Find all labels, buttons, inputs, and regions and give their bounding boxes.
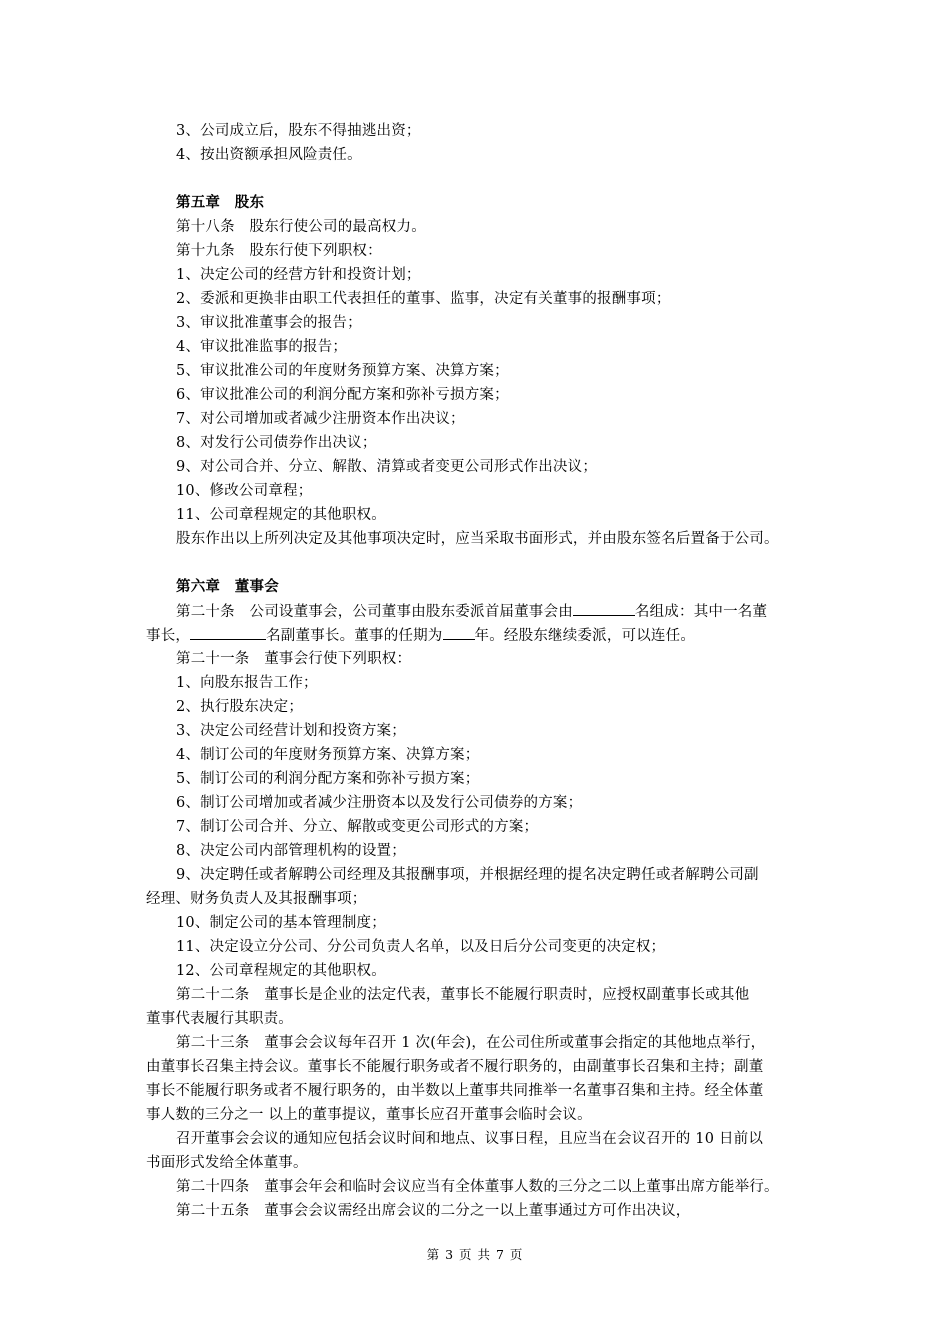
chapter-heading-5: 第五章 股东 xyxy=(176,194,265,211)
list-item: 9、对公司合并、分立、解散、清算或者变更公司形式作出决议； xyxy=(176,459,598,475)
article-21: 第二十一条 董事会行使下列职权： xyxy=(176,651,412,667)
fill-in-blank[interactable] xyxy=(443,625,475,640)
article-22-continuation: 董事代表履行其职责。 xyxy=(146,1011,293,1027)
list-item: 1、向股东报告工作； xyxy=(176,675,318,691)
list-item: 5、审议批准公司的年度财务预算方案、决算方案； xyxy=(176,363,509,379)
list-item: 12、公司章程规定的其他职权。 xyxy=(176,963,386,979)
list-item: 5、制订公司的利润分配方案和弥补亏损方案； xyxy=(176,771,480,787)
list-item: 3、审议批准董事会的报告； xyxy=(176,315,362,331)
article-23-continuation: 由董事长召集主持会议。董事长不能履行职务或者不履行职务的，由副董事长召集和主持；副董 xyxy=(146,1059,764,1075)
page-footer: 第 3 页 共 7 页 xyxy=(426,1247,524,1262)
text-segment: 名组成：其中一名董 xyxy=(634,604,768,620)
list-item: 10、制定公司的基本管理制度； xyxy=(176,915,386,931)
list-item: 6、审议批准公司的利润分配方案和弥补亏损方案； xyxy=(176,387,509,403)
article-22: 第二十二条 董事长是企业的法定代表，董事长不能履行职责时，应授权副董事长或其他 xyxy=(176,987,750,1003)
article-24: 第二十四条 董事会年会和临时会议应当有全体董事人数的三分之二以上董事出席方能举行。 xyxy=(176,1179,779,1195)
text-segment: 事长， xyxy=(146,628,191,644)
list-item: 11、公司章程规定的其他职权。 xyxy=(176,507,386,523)
text-line: 4、按出资额承担风险责任。 xyxy=(176,147,362,163)
article-20-line-1 xyxy=(176,601,767,622)
article-23-continuation: 事长不能履行职务或者不履行职务的，由半数以上董事共同推举一名董事召集和主持。经全体董 xyxy=(146,1083,764,1099)
list-item: 7、对公司增加或者减少注册资本作出决议； xyxy=(176,411,465,427)
paragraph-text: 召开董事会会议的通知应包括会议时间和地点、议事日程，且应当在会议召开的 10 日前以 xyxy=(176,1131,764,1147)
list-item: 11、决定设立分公司、分公司负责人名单，以及日后分公司变更的决定权； xyxy=(176,939,666,955)
article-25: 第二十五条 董事会会议需经出席会议的二分之一以上董事通过方可作出决议， xyxy=(176,1203,691,1219)
article-18: 第十八条 股东行使公司的最高权力。 xyxy=(176,219,426,235)
fill-in-blank[interactable] xyxy=(190,625,266,640)
list-item: 9、决定聘任或者解聘公司经理及其报酬事项，并根据经理的提名决定聘任或者解聘公司副 xyxy=(176,867,759,883)
paragraph-continuation: 书面形式发给全体董事。 xyxy=(146,1155,308,1171)
text-segment: 第二十条 公司设董事会，公司董事由股东委派首届董事会由 xyxy=(176,604,573,620)
list-item: 1、决定公司的经营方针和投资计划； xyxy=(176,267,421,283)
list-item: 8、对发行公司债券作出决议； xyxy=(176,435,377,451)
article-20-line-2 xyxy=(146,625,695,646)
article-23: 第二十三条 董事会会议每年召开 1 次(年会)，在公司住所或董事会指定的其他地点举行， xyxy=(176,1035,766,1051)
paragraph-text: 股东作出以上所列决定及其他事项决定时，应当采取书面形式，并由股东签名后置备于公司。 xyxy=(176,531,779,547)
article-19: 第十九条 股东行使下列职权： xyxy=(176,243,382,259)
list-item: 2、委派和更换非由职工代表担任的董事、监事，决定有关董事的报酬事项； xyxy=(176,291,671,307)
list-item: 6、制订公司增加或者减少注册资本以及发行公司债券的方案； xyxy=(176,795,583,811)
text-segment: 年。经股东继续委派，可以连任。 xyxy=(474,628,696,644)
list-item: 8、决定公司内部管理机构的设置； xyxy=(176,843,406,859)
list-item: 10、修改公司章程； xyxy=(176,483,313,499)
list-item: 2、执行股东决定； xyxy=(176,699,304,715)
article-23-continuation: 事人数的三分之一 以上的董事提议，董事长应召开董事会临时会议。 xyxy=(146,1107,592,1123)
list-item: 3、决定公司经营计划和投资方案； xyxy=(176,723,406,739)
text-line: 3、公司成立后，股东不得抽逃出资； xyxy=(176,123,421,139)
list-item: 4、审议批准监事的报告； xyxy=(176,339,348,355)
text-segment: 名副董事长。董事的任期为 xyxy=(266,628,443,644)
chapter-heading-6: 第六章 董事会 xyxy=(176,578,279,595)
list-item: 4、制订公司的年度财务预算方案、决算方案； xyxy=(176,747,480,763)
list-item-continuation: 经理、财务负责人及其报酬事项； xyxy=(146,891,367,907)
list-item: 7、制订公司合并、分立、解散或变更公司形式的方案； xyxy=(176,819,539,835)
fill-in-blank[interactable] xyxy=(573,601,635,616)
